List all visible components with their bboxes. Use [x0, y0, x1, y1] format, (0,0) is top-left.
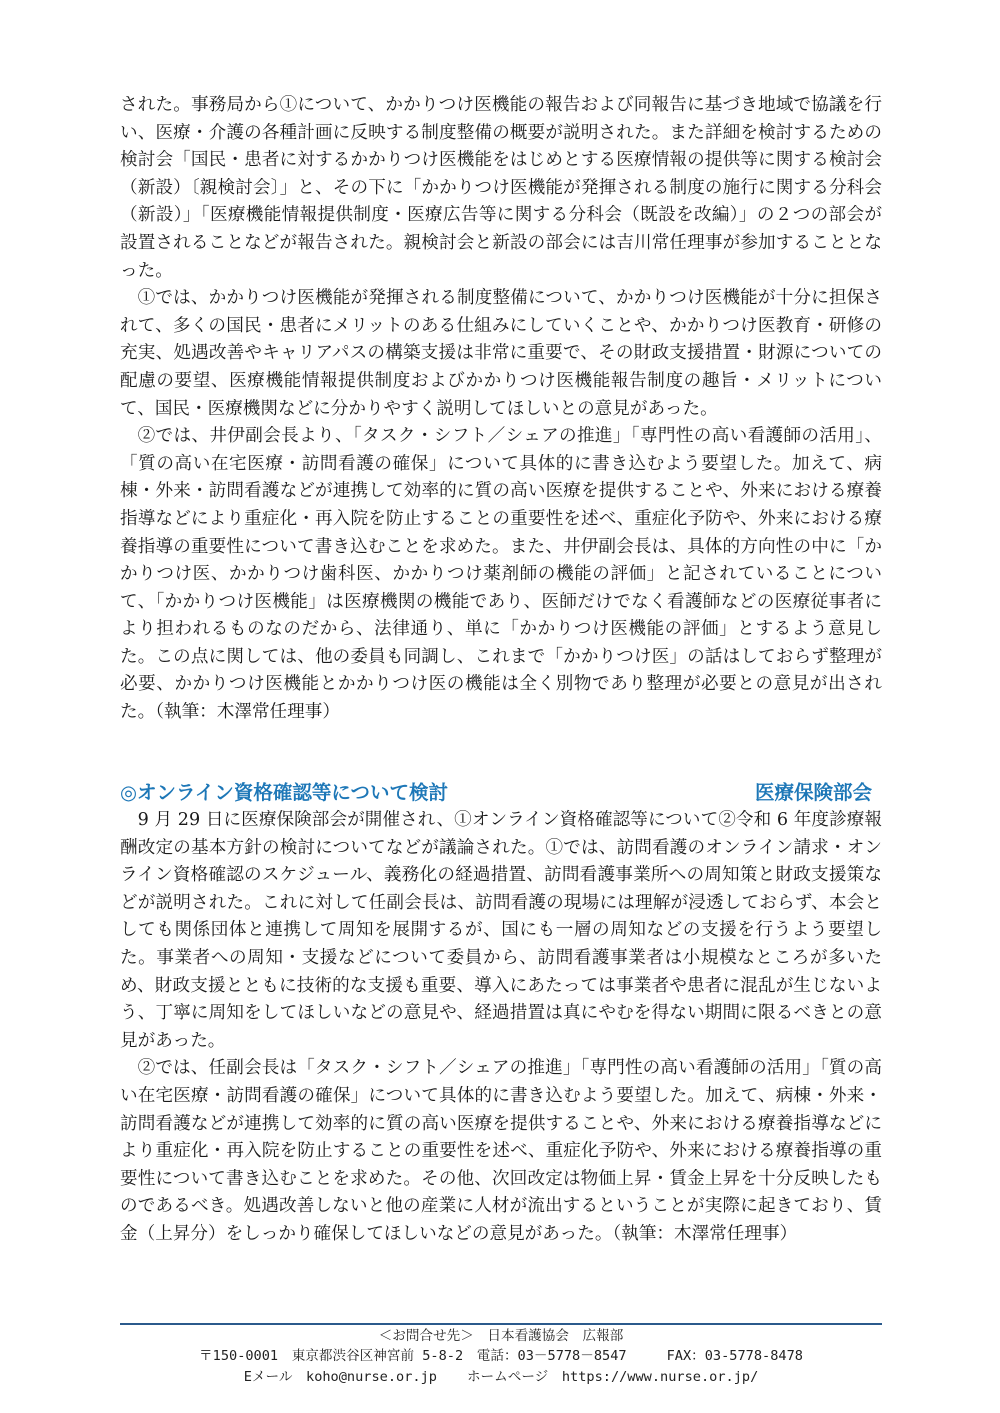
paragraph-item-1: 9 月 29 日に医療保険部会が開催され、①オンライン資格確認等について②令和 6 年度診療報酬改定の基本方針の検討についてなどが議論された。①では、訪問看護のオンライン請求・オンライン資格確認のスケジュール、義務化の経過措置、訪問看護事業所への周知策と財政支援策などが説明された。これに対して任副会長は、訪問看護の現場には理解が浸透しておらず、本会としても関係団体と連携して周知を展開するが、国にも一層の周知などの支援を行うよう要望した。事業者への周知・支援などについて委員から、訪問看護事業者は小規模なところが多いため、財政支援とともに技術的な支援も重要、導入にあたっては事業者や患者に混乱が生じないよう、丁寧に周知をしてほしいなどの意見や、経過措置は真にやむを得ない期間に限るべきとの意見があった。: [120, 810, 882, 1051]
homepage-link[interactable]: ホームページ https://www.nurse.or.jp/: [466, 1369, 759, 1385]
footer-divider: [120, 1323, 882, 1325]
paragraph-item-2: ②では、井伊副会長より、「タスク・シフト／シェアの推進」「専門性の高い看護師の活用」、「質の高い在宅医療・訪問看護の確保」について具体的に書き込むよう要望した。加えて、病棟・外来・訪問看護などが連携して効率的に質の高い医療を提供することや、外来における療養指導などにより重症化・再入院を防止することの重要性を述べ、重症化予防や、外来における療養指導の重要性について書き込むことを求めた。また、井伊副会長は、具体的方向性の中に「かかりつけ医、かかりつけ歯科医、かかりつけ薬剤師の機能の評価」と記されていることについて、「かかりつけ医機能」は医療機関の機能であり、医師だけでなく看護師などの医療従事者により担われるものなのだから、法律通り、単に「かかりつけ医機能の評価」とするよう意見した。この点に関しては、他の委員も同調し、これまで「かかりつけ医」の話はしておらず整理が必要、かかりつけ医機能とかかりつけ医の機能は全く別物であり整理が必要との意見が出された。（執筆：木澤常任理事）: [120, 426, 882, 723]
fax-number: FAX：03-5778-8478: [666, 1348, 803, 1364]
contact-online-line: [120, 1368, 882, 1387]
email-link[interactable]: Eメール koho@nurse.or.jp: [243, 1369, 437, 1385]
contact-heading: ＜お問合せ先＞ 日本看護協会 広報部: [378, 1328, 624, 1344]
contact-address-line: [120, 1347, 882, 1366]
section-committee-report: [120, 92, 882, 727]
phone-number: 電話：03－5778－8547: [476, 1348, 627, 1364]
paragraph-item-1: ①では、かかりつけ医機能が発揮される制度整備について、かかりつけ医機能が十分に担保されて、多くの国民・患者にメリットのある仕組みにしていくことや、かかりつけ医教育・研修の充実、処遇改善やキャリアパスの構築支援は非常に重要で、その財政支援措置・財源についての配慮の要望、医療機能情報提供制度およびかかりつけ医機能報告制度の趣旨・メリットについて、国民・医療機関などに分かりやすく説明してほしいとの意見があった。: [120, 288, 882, 419]
address: 東京都渋谷区神宮前 5-8-2: [291, 1348, 464, 1364]
paragraph-intro: された。事務局から①について、かかりつけ医機能の報告および同報告に基づき地域で協議を行い、医療・介護の各種計画に反映する制度整備の概要が説明された。また詳細を検討するための検討会「国民・患者に対するかかりつけ医機能をはじめとする医療情報の提供等に関する検討会（新設）〔親検討会〕」と、その下に「かかりつけ医機能が発揮される制度の施行に関する分科会（新設）」「医療機能情報提供制度・医療広告等に関する分科会（既設を改編）」の２つの部会が設置されることなどが報告された。親検討会と新設の部会には吉川常任理事が参加することとなった。: [120, 95, 882, 281]
section-heading: [120, 777, 882, 807]
postal-code: 〒150-0001: [199, 1348, 279, 1364]
department-label: 医療保険部会: [754, 781, 872, 804]
section-online-qualification: [120, 807, 882, 1249]
section-title: ◎オンライン資格確認等について検討: [120, 781, 449, 804]
paragraph-item-2: ②では、任副会長は「タスク・シフト／シェアの推進」「専門性の高い看護師の活用」「質の高い在宅医療・訪問看護の確保」について具体的に書き込むよう要望した。加えて、病棟・外来・訪問看護などが連携して効率的に質の高い医療を提供することや、外来における療養指導などにより重症化・再入院を防止することの重要性を述べ、重症化予防や、外来における療養指導の重要性について書き込むことを求めた。その他、次回改定は物価上昇・賃金上昇を十分反映したものであるべき。処遇改善しないと他の産業に人材が流出するということが実際に起きており、賃金（上昇分）をしっかり確保してほしいなどの意見があった。（執筆：木澤常任理事）: [120, 1058, 882, 1244]
